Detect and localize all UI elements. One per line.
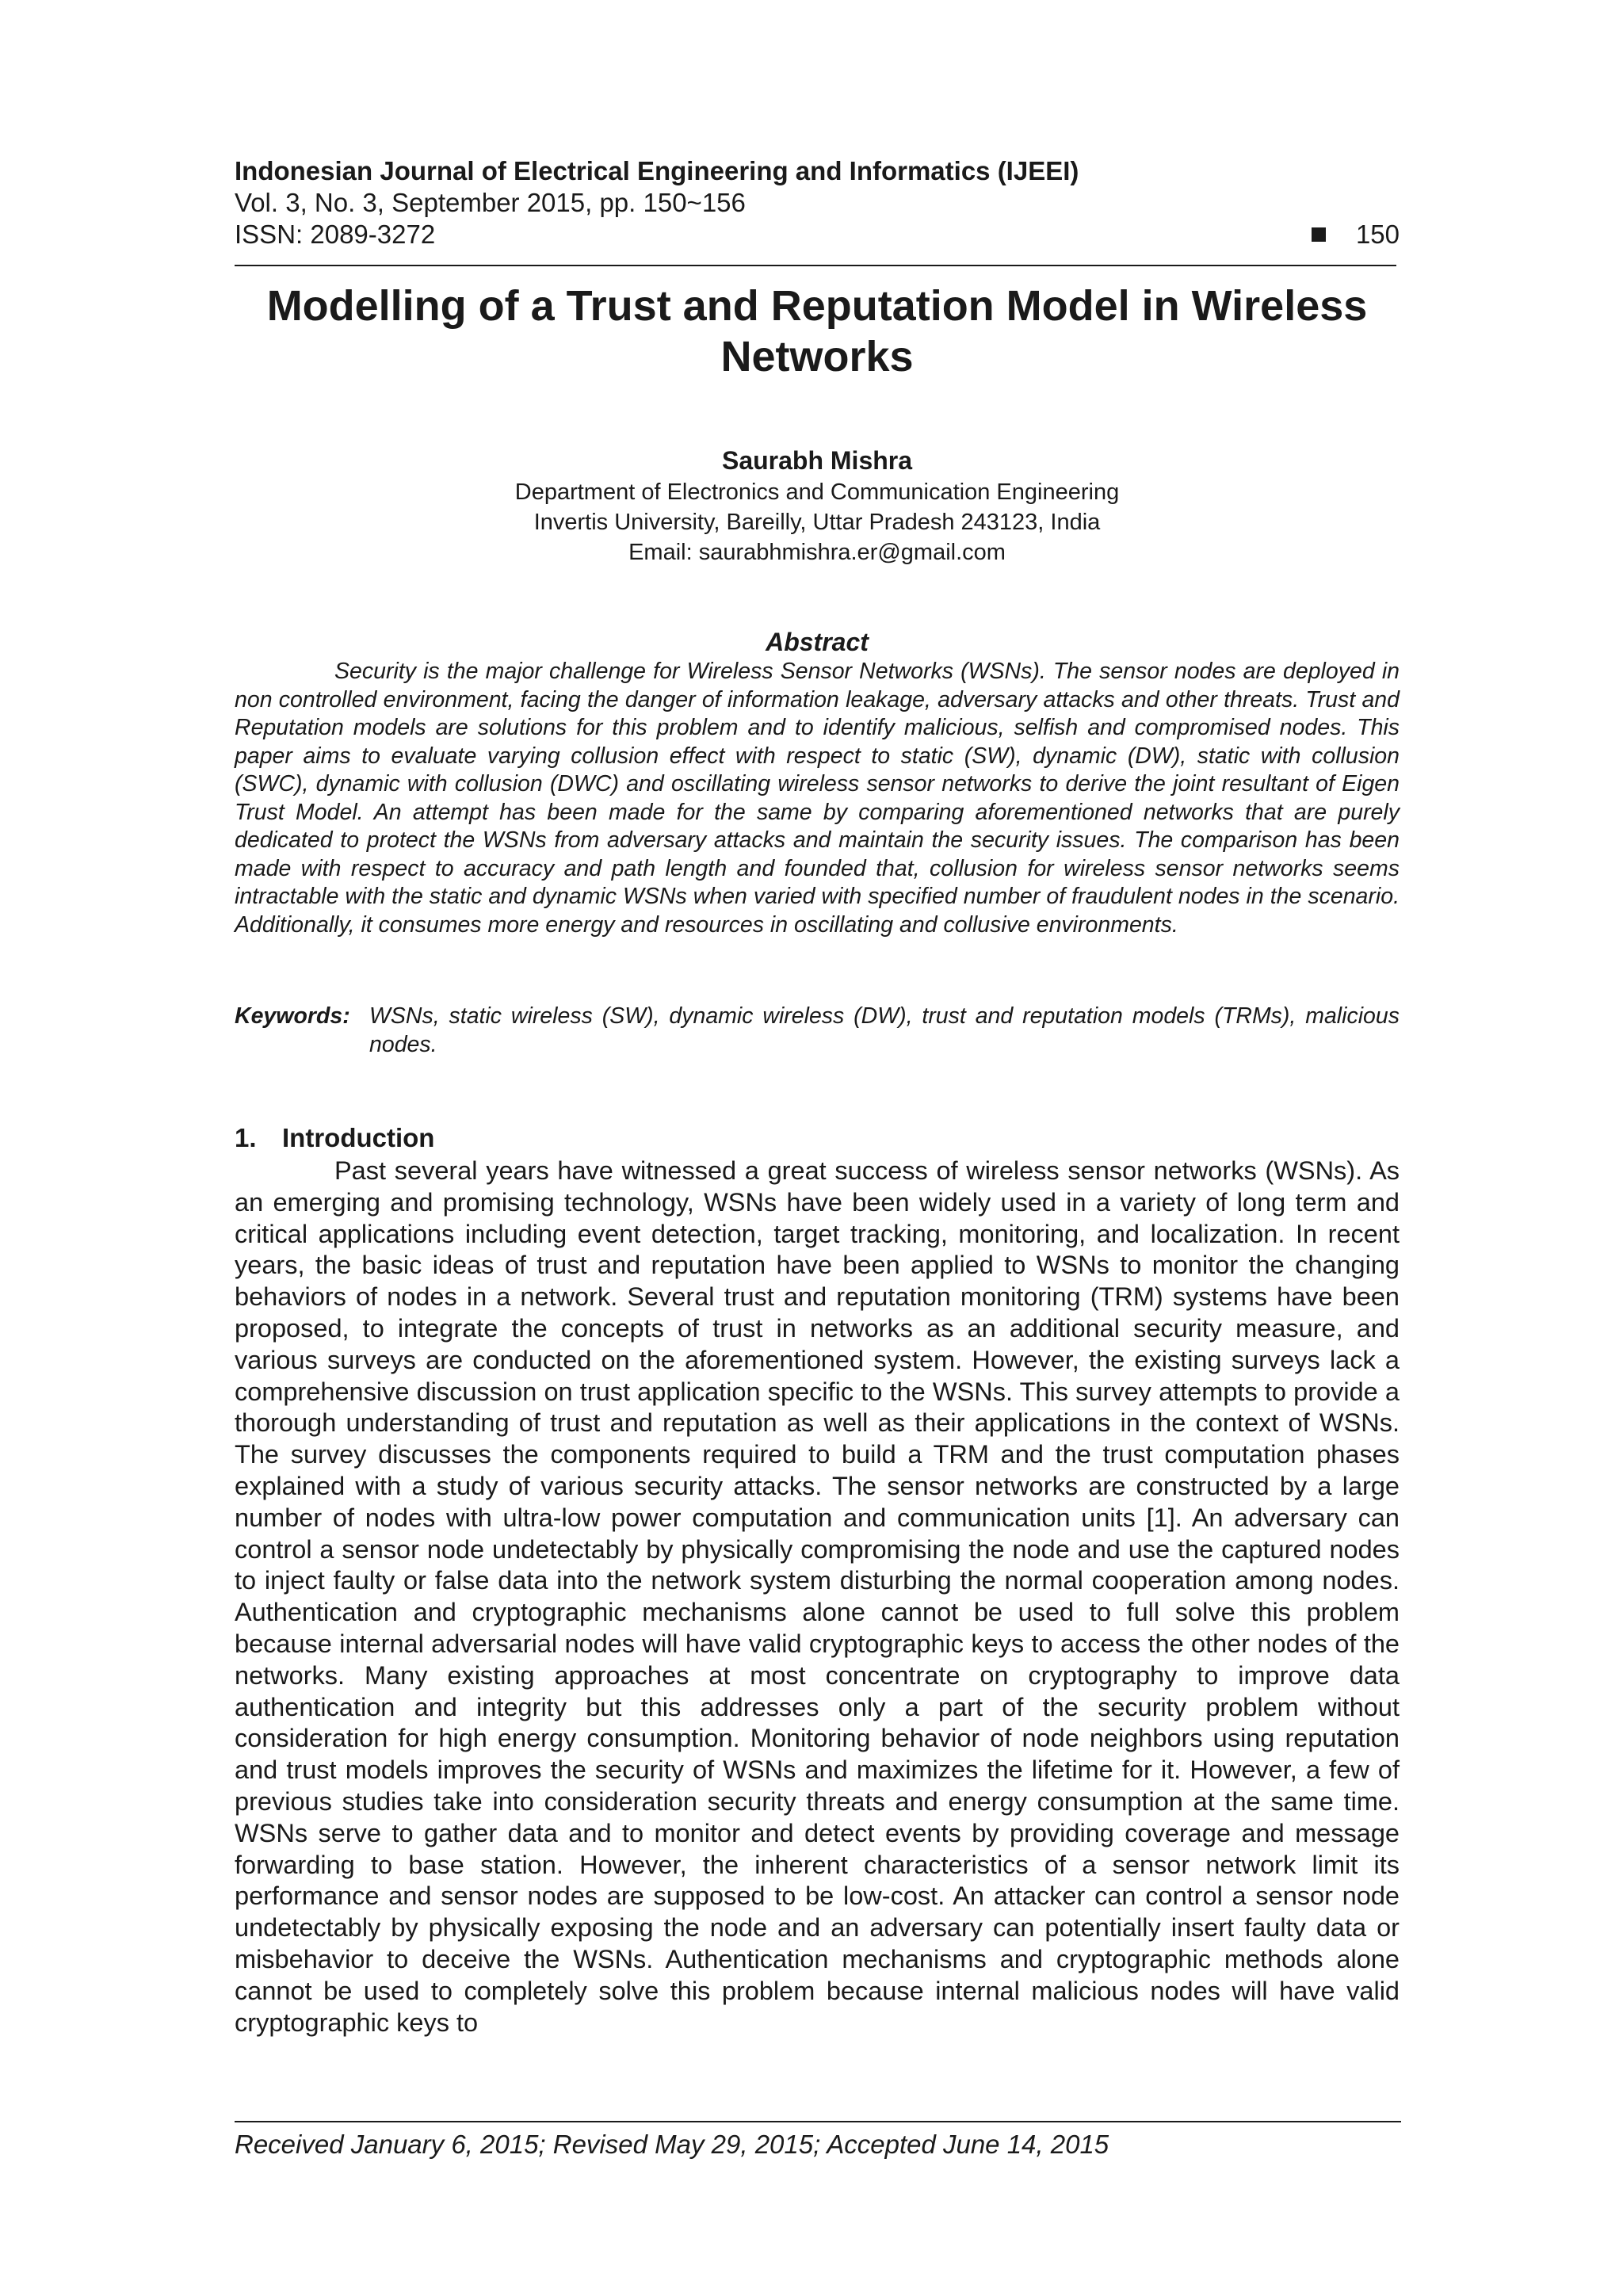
author-institution: Invertis University, Bareilly, Uttar Pradesh 243123, India (533, 510, 1101, 535)
keywords-text: WSNs, static wireless (SW), dynamic wireless (DW), trust and reputation models (TRMs), malicious nodes. (369, 1003, 1400, 1057)
section-title: Introduction (282, 1123, 435, 1152)
received-dates: Received January 6, 2015; Revised May 29, 2015; Accepted June 14, 2015 (235, 2130, 1109, 2159)
keywords-label: Keywords: (235, 1003, 350, 1029)
author-name: Saurabh Mishra (721, 446, 913, 475)
journal-name: Indonesian Journal of Electrical Engineering and Informatics (IJEEI) (235, 156, 1079, 185)
abstract-text: Security is the major challenge for Wireless Sensor Networks (WSNs). The sensor nodes are deployed in non controlled environment, facing the danger of information leakage, adversary attacks and other threats. Trust and Reputation models are solutions for this problem and to identify malicious, selfish and compromised nodes. This paper aims to evaluate varying collusion effect with respect to static (SW), dynamic (DW), static with collusion (SWC), dynamic with collusion (DWC) and oscillating wireless sensor networks to derive the joint resultant of Eigen Trust Model. An attempt has been made for the same by comparing aforementioned networks that are purely dedicated to protect the WSNs from adversary attacks and maintain the security issues. The comparison has been made with respect to accuracy and path length and founded that, collusion for wireless sensor networks seems intractable with the static and dynamic WSNs when varied with specified number of fraudulent nodes in the scenario. Additionally, it consumes more energy and resources in oscillating and collusive environments. (235, 659, 1400, 938)
section-number: 1. (235, 1123, 257, 1152)
volume-info: Vol. 3, No. 3, September 2015, pp. 150~156 (235, 188, 746, 217)
issn: ISSN: 2089-3272 (235, 220, 436, 249)
author-email: Email: saurabhmishra.er@gmail.com (628, 540, 1006, 565)
introduction-text: Past several years have witnessed a great success of wireless sensor networks (WSNs). As an emerging and promising technology, WSNs have been widely used in a variety of long term and critical applications including event detection, target tracking, monitoring, and localization. In recent years, the basic ideas of trust and reputation have been applied to WSNs to monitor the changing behaviors of nodes in a network. Several trust and reputation monitoring (TRM) systems have been proposed, to integrate the concepts of trust in networks as an additional security measure, and various surveys are conducted on the aforementioned system. However, the existing surveys lack a comprehensive discussion on trust application specific to the WSNs. This survey attempts to provide a thorough understanding of trust and reputation as well as their applications in the context of WSNs. The survey discusses the components required to build a TRM and the trust computation phases explained with a study of various security attacks. The sensor networks are constructed by a large number of nodes with ultra-low power computation and communication units [1]. An adversary can control a sensor node undetectably by physically compromising the node and use the captured nodes to inject faulty or false data into the network system disturbing the normal cooperation among nodes. Authentication and cryptographic mechanisms alone cannot be used to full solve this problem because internal adversarial nodes will have valid cryptographic keys to access the other nodes of the networks. Many existing approaches at most concentrate on cryptography to improve data authentication and integrity but this addresses only a part of the security problem without consideration for high energy consumption. Monitoring behavior of node neighbors using reputation and trust models improves the security of WSNs and maximizes the lifetime for it. However, a few of previous studies take into consideration security threats and energy consumption at the same time. WSNs serve to gather data and to monitor and detect events by providing coverage and message forwarding to base station. However, the inherent characteristics of a sensor network limit its performance and sensor nodes are supposed to be low-cost. An attacker can control a sensor node undetectably by physically exposing the node and an adversary can potentially insert faulty data or misbehavior to deceive the WSNs. Authentication mechanisms and cryptographic methods alone cannot be used to completely solve this problem because internal malicious nodes will have valid cryptographic keys to (235, 1156, 1400, 2037)
keywords (235, 1002, 1400, 1059)
abstract-heading: Abstract (766, 628, 869, 656)
author-department: Department of Electronics and Communication Engineering (514, 479, 1120, 505)
paper-title: Modelling of a Trust and Reputation Model in Wireless Networks (266, 282, 1368, 380)
page-number: 150 (1355, 220, 1400, 249)
square-bullet-icon (1312, 227, 1326, 242)
footer-rule (235, 2121, 1401, 2122)
header-rule (235, 265, 1396, 266)
page-marker (1312, 219, 1400, 250)
section-heading-introduction (235, 1122, 434, 1154)
journal-header (235, 155, 1400, 250)
author-block (235, 445, 1400, 567)
